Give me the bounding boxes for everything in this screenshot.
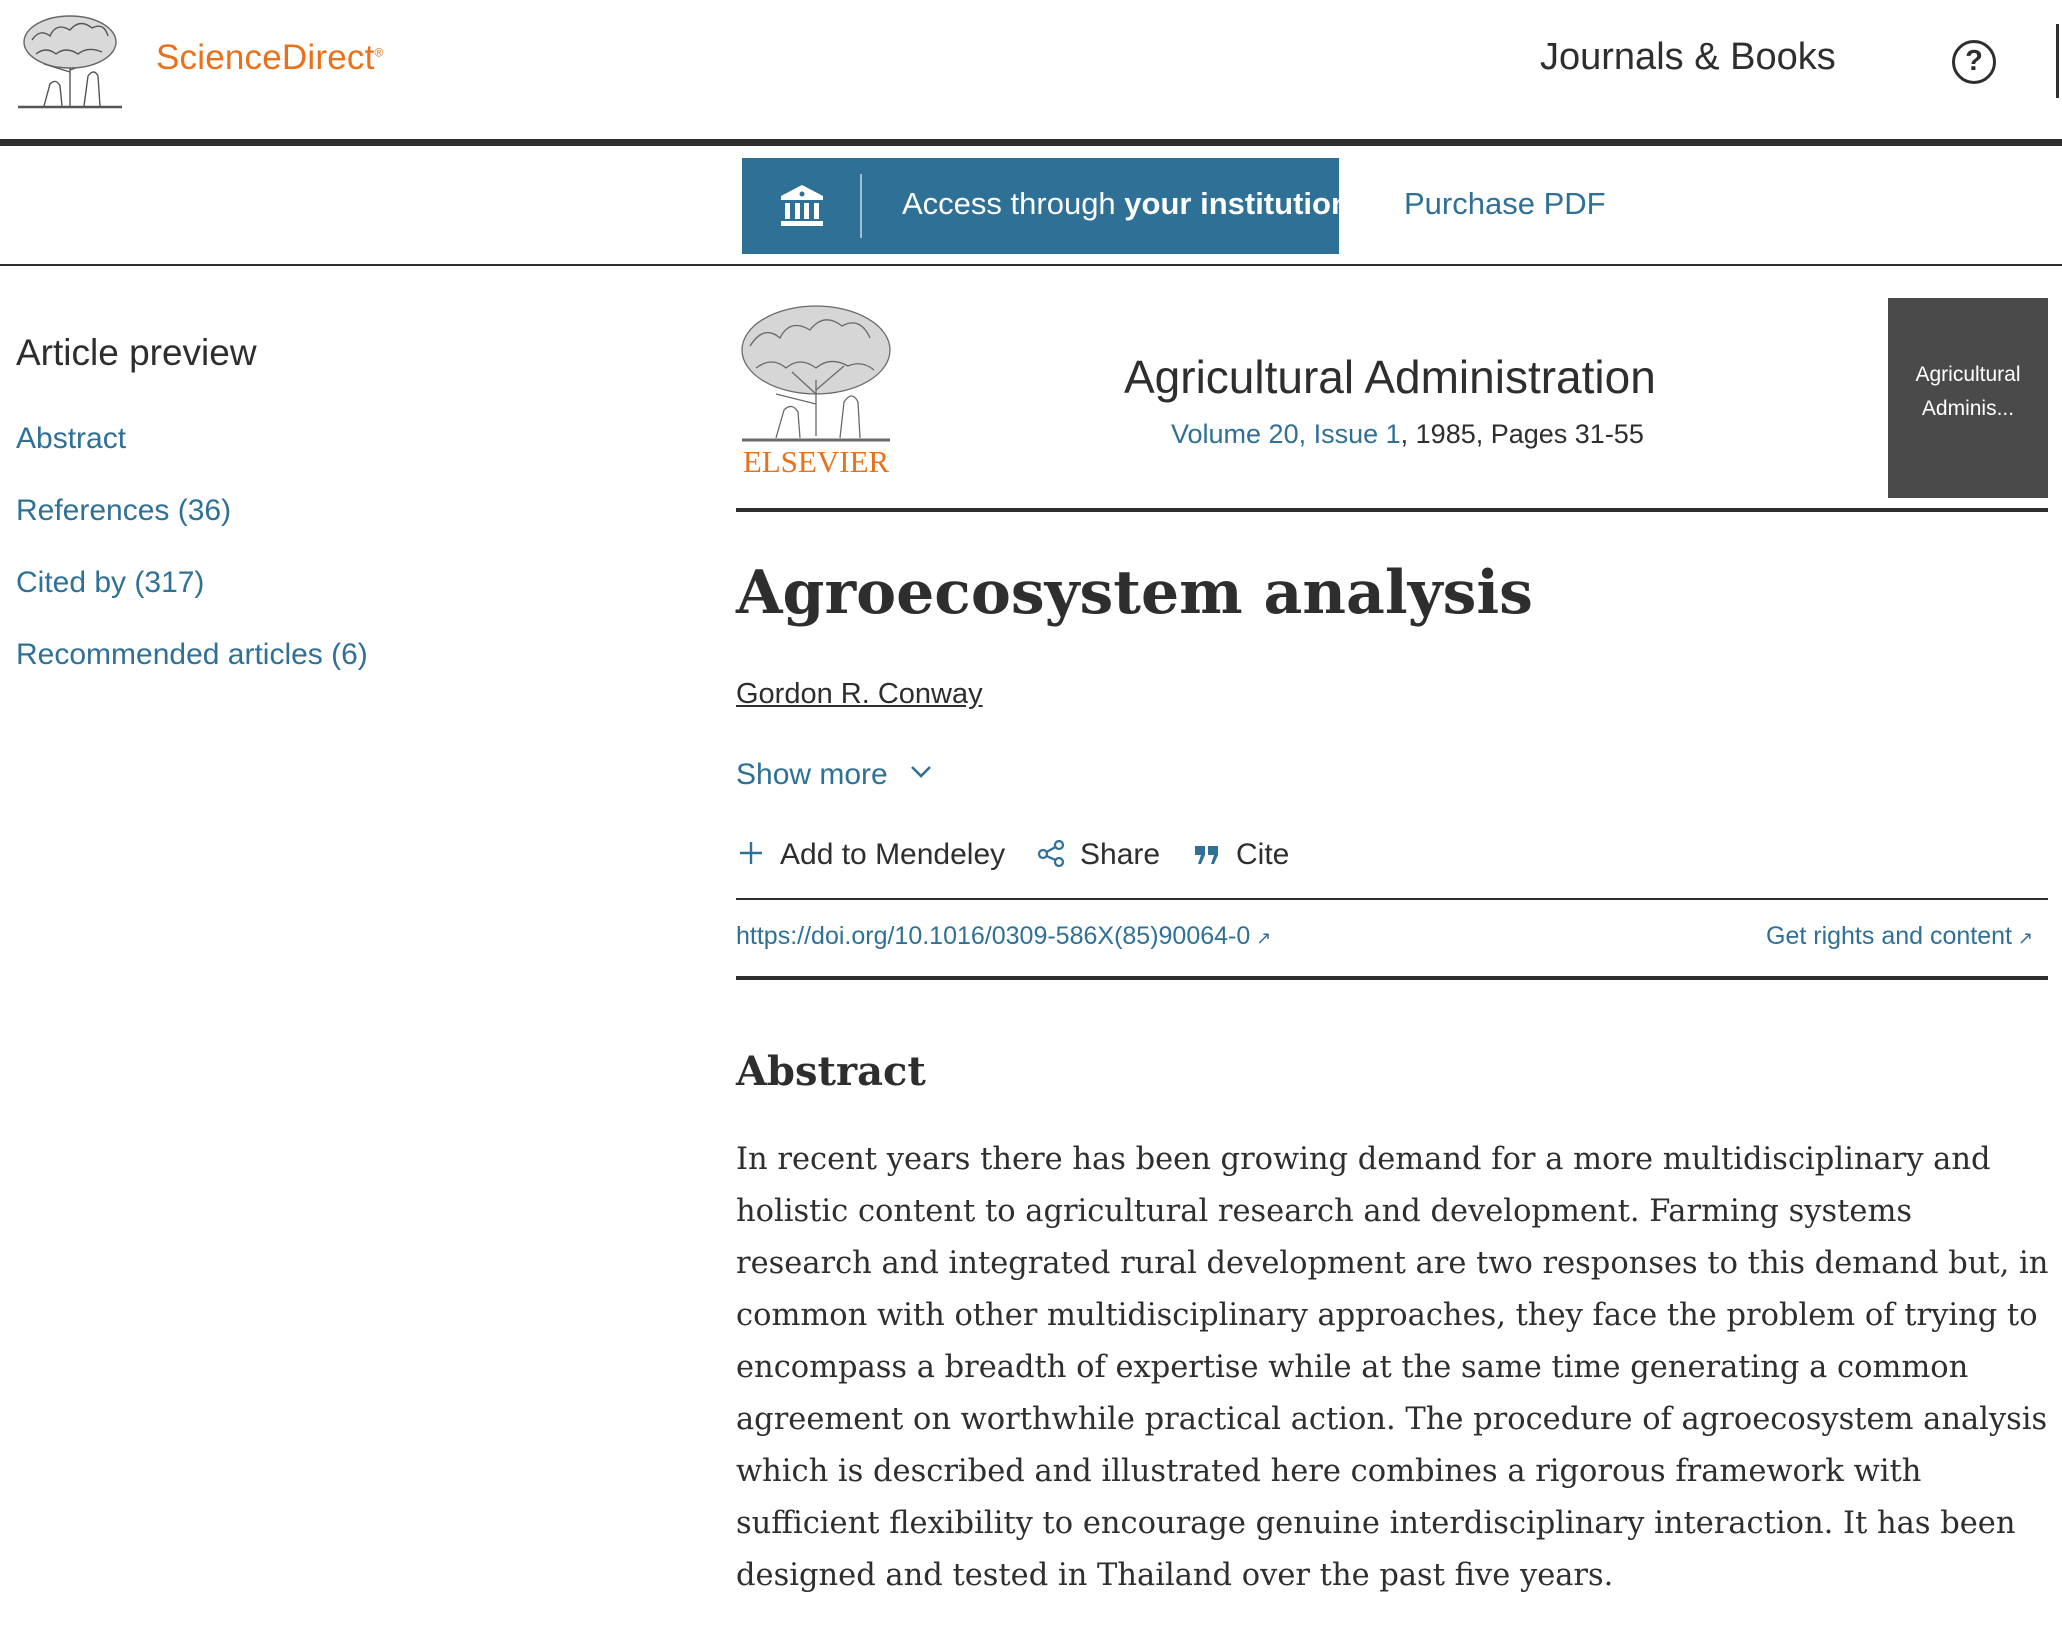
abstract-continuation	[736, 1632, 2056, 1648]
article-title: Agroecosystem analysis	[736, 558, 1533, 628]
access-institution-button[interactable]	[742, 158, 1350, 254]
elsevier-tree-logo	[736, 298, 896, 478]
share-icon	[1036, 838, 1066, 868]
cover-line2: Adminis...	[1921, 397, 2015, 420]
quote-icon	[1192, 838, 1222, 868]
help-icon[interactable]: ?	[1952, 40, 1996, 84]
purchase-pdf-link[interactable]: Purchase PDF	[1404, 186, 1606, 221]
sidebar-item-references[interactable]: References (36)	[16, 494, 232, 527]
header-edge-control[interactable]	[2056, 24, 2062, 98]
publication-divider	[736, 508, 2048, 512]
doi-label: https://doi.org/10.1016/0309-586X(85)90064-0	[736, 922, 1251, 950]
doi-link[interactable]	[736, 922, 1271, 951]
nav-journals-books[interactable]: Journals & Books	[1540, 36, 1836, 78]
publisher-wordmark: ELSEVIER	[742, 444, 890, 478]
institution-icon	[778, 182, 826, 230]
show-more-label: Show more	[736, 758, 888, 791]
share-label: Share	[1080, 838, 1161, 871]
external-link-icon: ↗	[2017, 928, 2034, 948]
share-button[interactable]	[1036, 838, 1160, 872]
external-link-icon: ↗	[1256, 928, 1272, 948]
abstract-text: In recent years there has been growing demand for a more multidisciplinary and holistic content to agricultural research and development. Farming systems research and integrated rural development are two responses to this demand but, in common with other multidisciplinary approaches, they face the problem of trying to encompass a breadth of expertise while at the same time generating a common agreement on worthwhile practical action. The procedure of agroecosystem analysis which is described and illustrated here combines a rigorous framework with sufficient flexibility to encourage genuine interdisciplinary interaction. It has been designed and tested in Thailand over the past five years.	[736, 1142, 2049, 1593]
cite-label: Cite	[1236, 838, 1290, 871]
journal-cover-thumbnail[interactable]	[1888, 298, 2048, 498]
cite-button[interactable]	[1192, 838, 1289, 872]
elsevier-logo-link[interactable]	[736, 298, 896, 478]
access-bar	[0, 146, 2062, 266]
sciencedirect-tree-logo	[14, 10, 126, 110]
volume-issue-link[interactable]: Volume 20, Issue 1	[1171, 419, 1401, 449]
sidebar-title: Article preview	[16, 332, 257, 373]
author-link[interactable]: Gordon R. Conway	[736, 678, 983, 710]
add-to-mendeley-button[interactable]	[736, 838, 1005, 872]
brand-name: ScienceDirect®	[156, 38, 384, 77]
journal-meta	[1171, 419, 1644, 450]
rights-label: Get rights and content	[1766, 922, 2012, 950]
rights-content-link[interactable]	[1766, 922, 2033, 951]
plus-icon	[736, 838, 766, 868]
button-divider	[860, 174, 862, 238]
doi-bottom-divider	[736, 976, 2048, 980]
publication-details: , 1985, Pages 31-55	[1400, 419, 1644, 449]
site-header	[0, 0, 2062, 146]
access-label: Access through your institution	[902, 186, 1350, 221]
show-more-button[interactable]	[736, 758, 932, 792]
sidebar-item-abstract[interactable]: Abstract	[16, 422, 127, 455]
chevron-down-icon	[910, 760, 932, 782]
sidebar-item-cited-by[interactable]: Cited by (317)	[16, 566, 205, 599]
doi-top-divider	[736, 898, 2048, 900]
mendeley-label: Add to Mendeley	[780, 838, 1006, 871]
cover-line1: Agricultural	[1915, 363, 2021, 386]
journal-title[interactable]: Agricultural Administration	[1124, 351, 1656, 403]
sidebar-item-recommended[interactable]: Recommended articles (6)	[16, 638, 368, 671]
abstract-heading: Abstract	[736, 1048, 926, 1095]
